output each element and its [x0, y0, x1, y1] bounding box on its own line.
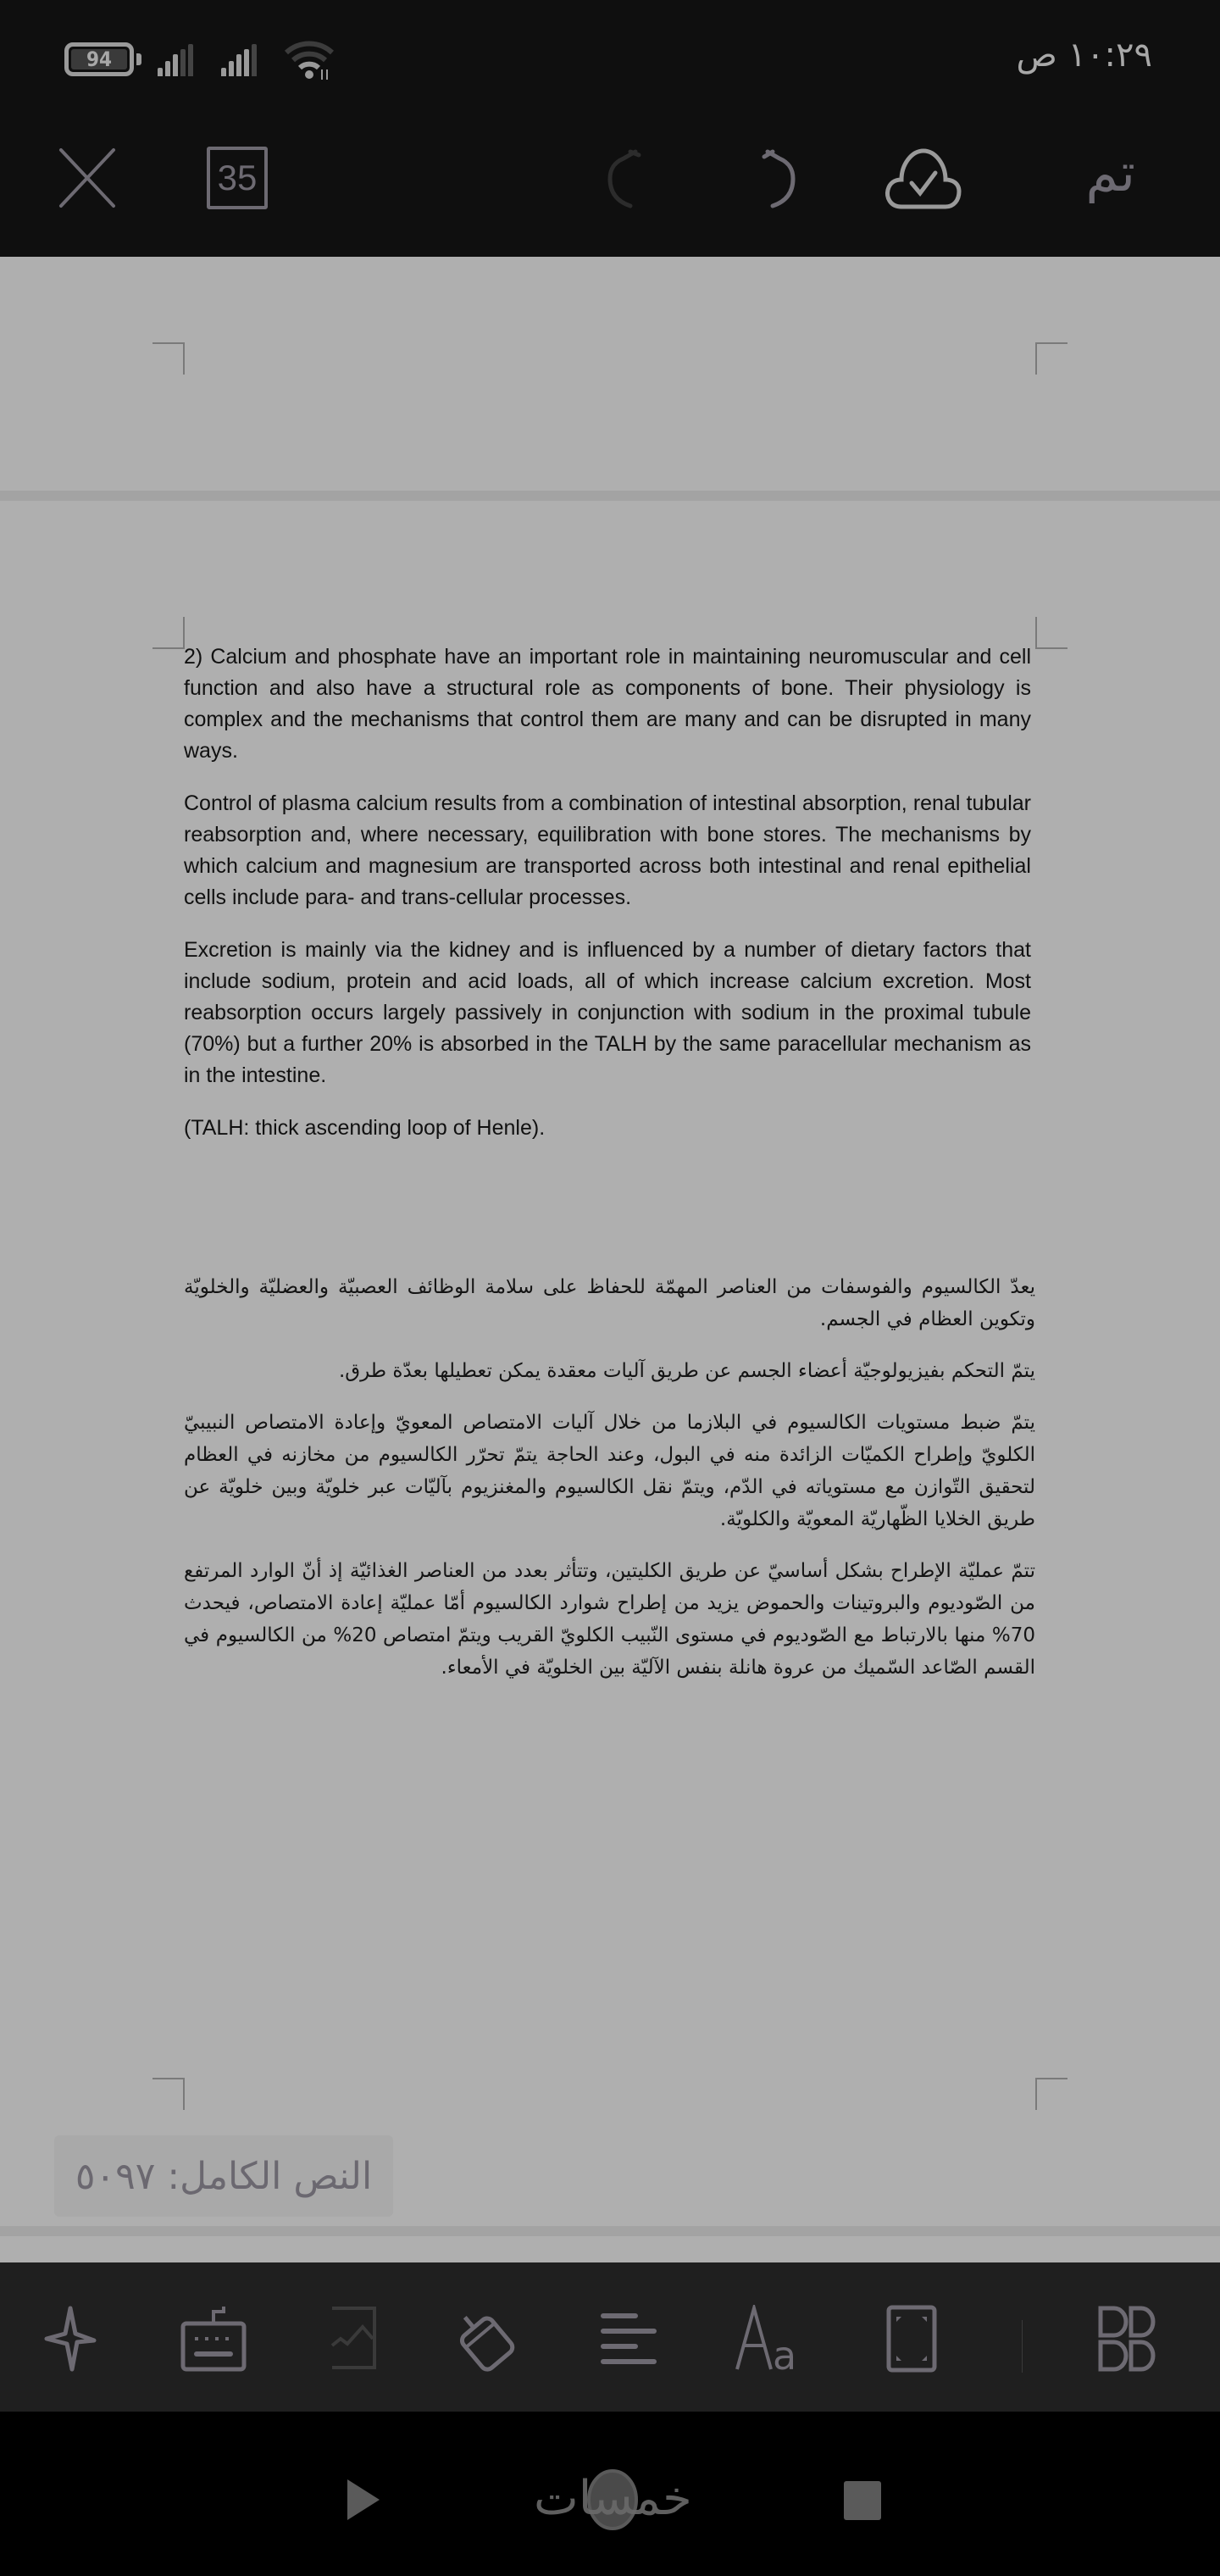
- paragraph[interactable]: يتمّ التحكم بفيزيولوجيّة أعضاء الجسم عن طريق آليات معقدة يمكن تعطيلها بعدّة طرق.: [338, 1360, 1035, 1382]
- page-margin-corner: [1035, 2078, 1068, 2110]
- format-paint-icon: [454, 2305, 522, 2373]
- done-button[interactable]: تم: [1085, 142, 1135, 203]
- page-margin-corner: [152, 342, 185, 375]
- close-button[interactable]: [53, 142, 122, 214]
- apps-button[interactable]: [1093, 2305, 1161, 2373]
- keyboard-icon: [180, 2305, 247, 2373]
- ai-sparkle-icon: [42, 2305, 101, 2373]
- paragraph[interactable]: تتمّ عمليّة الإطراح بشكل أساسيّ عن طريق الكليتين، وتتأثر بعدد من العناصر الغذائيّة إذ أنّ الوارد المرتفع من الصّوديوم والبروتينات والحموض يزيد من إطراح شوارد الكالسيوم أمّا عمليّة إعادة الامتصاص، فيحدث 70% منها بالارتباط مع الصّوديوم في مستوى النّبيب الكلويّ القريب ويتمّ امتصاص 20% من الكالسيوم في القسم الصّاعد السّميك من عروة هانلة بنفس الآليّة بين الخلويّة في الأمعاء.: [184, 1560, 1035, 1679]
- system-nav-bar: [0, 2412, 1220, 2576]
- play-triangle-icon: [347, 2479, 380, 2520]
- page-margin-corner: [152, 617, 185, 649]
- cloud-check-icon: [883, 146, 964, 214]
- paragraph-button[interactable]: [595, 2305, 663, 2373]
- fit-page-button[interactable]: [878, 2305, 946, 2373]
- toolbar-divider: [1022, 2320, 1023, 2373]
- redo-button[interactable]: [593, 145, 661, 213]
- page-count-button[interactable]: 35: [207, 147, 268, 209]
- format-paint-button[interactable]: [454, 2305, 522, 2373]
- bottom-toolbar: [0, 2262, 1220, 2412]
- page-margin-corner: [1035, 617, 1068, 649]
- paragraph[interactable]: يعدّ الكالسيوم والفوسفات من العناصر المهمّة للحفاظ على سلامة الوظائف العصبيّة والعضليّة والخلويّة وتكوين العظام في الجسم.: [184, 1276, 1035, 1330]
- page-margin-corner: [152, 2078, 185, 2110]
- page-separator: [0, 491, 1220, 501]
- insert-image-button[interactable]: [320, 2305, 388, 2373]
- keyboard-button[interactable]: [180, 2305, 247, 2373]
- paragraph[interactable]: 2) Calcium and phosphate have an important role in maintaining neuromuscular and cell function and also have a structural role as components of bone. Their physiology is complex and the mechanisms that control them are many and can be disrupted in many ways.: [184, 645, 1031, 763]
- redo-icon: [602, 147, 652, 211]
- paragraph[interactable]: Excretion is mainly via the kidney and is influenced by a number of dietary factors that include sodium, protein and acid loads, all of which increase calcium excretion. Most reabsorption occurs largely passively in conjunction with sodium in the proximal tubule (70%) but a further 20% is absorbed in the TALH by the same paracellular mechanism as in the intestine.: [184, 938, 1031, 1087]
- fit-page-icon: [886, 2305, 937, 2373]
- signal-icon-sim1: [158, 42, 193, 76]
- battery-level: 94: [71, 49, 127, 69]
- insert-image-icon: [329, 2305, 380, 2373]
- font-style-button[interactable]: [734, 2305, 810, 2373]
- paragraph-align-icon: [598, 2309, 659, 2368]
- paragraph[interactable]: (TALH: thick ascending loop of Henle).: [184, 1116, 546, 1140]
- watermark-logo: خمسات: [534, 2471, 692, 2526]
- document-canvas[interactable]: [0, 257, 1220, 2262]
- back-button[interactable]: [342, 2476, 385, 2523]
- arabic-text-block[interactable]: [184, 1271, 1035, 1703]
- svg-text:a: a: [773, 2333, 797, 2373]
- clock: ١٠:٢٩ ص: [1016, 36, 1152, 75]
- word-count-badge: النص الكامل: ٥٠٩٧: [54, 2135, 393, 2217]
- battery-icon: [64, 42, 134, 76]
- ai-assist-button[interactable]: [37, 2305, 105, 2373]
- recents-square-icon: [844, 2481, 881, 2520]
- apps-grid-icon: [1097, 2305, 1156, 2373]
- save-status-button[interactable]: [881, 142, 966, 218]
- paragraph[interactable]: يتمّ ضبط مستويات الكالسيوم في البلازما من خلال آليات الامتصاص المعويّ وإعادة الامتصاص النبيبيّ الكلويّ وإطراح الكميّات الزائدة منه في البول، وعند الحاجة يتمّ تحرّر الكالسيوم من مخازنه في العظام لتحقيق التّوازن مع مستوياته في الدّم، ويتمّ نقل الكالسيوم والمغنزيوم بآليّات عبر خلويّة وبين خلويّة عن طريق الخلايا الظّهاريّة المعويّة والكلويّة.: [184, 1412, 1035, 1530]
- english-text-block[interactable]: [184, 641, 1031, 1165]
- top-toolbar: [0, 123, 1220, 257]
- page-margin-corner: [1035, 342, 1068, 375]
- signal-icon-sim2: [221, 42, 257, 76]
- status-bar: [0, 0, 1220, 123]
- undo-button[interactable]: [742, 145, 810, 213]
- undo-icon: [751, 147, 801, 211]
- paragraph[interactable]: Control of plasma calcium results from a combination of intestinal absorption, renal tubular reabsorption and, where necessary, equilibration with bone stores. The mechanisms by which calcium and magnesium are transported across both intestinal and renal epithelial cells include para- and trans-cellular processes.: [184, 791, 1031, 909]
- recents-button[interactable]: [842, 2479, 883, 2522]
- wifi-icon: [285, 41, 337, 81]
- page-separator: [0, 2226, 1220, 2236]
- font-style-icon: [734, 2305, 810, 2373]
- close-icon: [56, 147, 119, 209]
